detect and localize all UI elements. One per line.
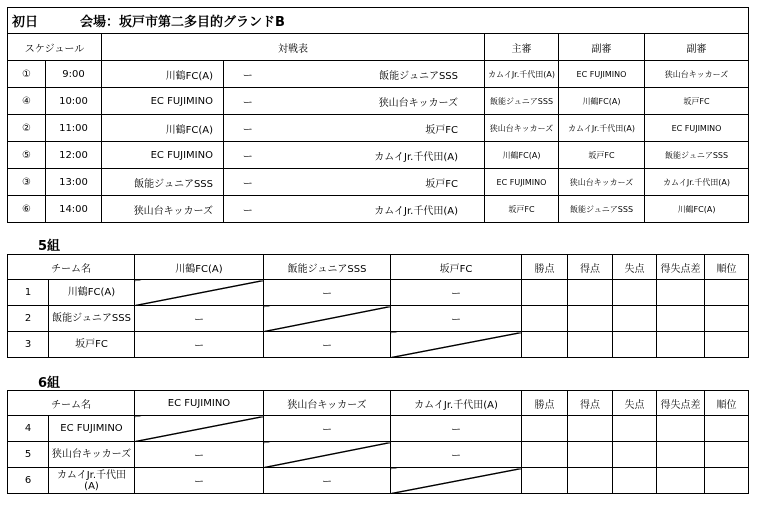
match-row [8,115,749,142]
away-team: カムイJr.千代田(A) [272,196,485,223]
result-cell: ー [135,442,264,468]
result-cell: ー [135,332,264,358]
match-number: ③ [8,169,46,196]
assistant2-header: 副審 [645,34,749,61]
vs-mark: ー [224,169,272,196]
result-cell: ー [264,416,391,442]
match-time: 12:00 [46,142,102,169]
vs-mark: ー [224,142,272,169]
self-match-cell [264,442,391,468]
stat-cell [568,416,613,442]
stat-cell [657,332,705,358]
stat-header: 勝点 [522,391,568,416]
stat-header: 得点 [568,255,613,280]
referee: 坂戸FC [485,196,559,223]
group-team-row [8,306,749,332]
home-team: 川鶴FC(A) [102,61,224,88]
assistant-referee-1: 狭山台キッカーズ [559,169,645,196]
stat-header: 得点 [568,391,613,416]
team-number: 1 [8,280,49,306]
self-match-cell [391,332,522,358]
stat-cell [657,442,705,468]
opponent-column-header: 狭山台キッカーズ [264,391,391,416]
group-header-row [8,255,749,280]
team-number: 6 [8,468,49,494]
stat-cell [657,280,705,306]
group-team-row [8,468,749,494]
home-team: 川鶴FC(A) [102,115,224,142]
stat-cell [705,416,749,442]
schedule-header: スケジュール [8,34,102,61]
away-team: カムイJr.千代田(A) [272,142,485,169]
match-number: ① [8,61,46,88]
schedule-table [7,7,749,223]
self-match-cell [264,306,391,332]
venue-label: 会場：坂戸市第二多目的グランドB [80,15,285,30]
schedule-title-row [8,8,749,34]
stat-cell [522,306,568,332]
self-match-cell [391,468,522,494]
assistant-referee-1: 飯能ジュニアSSS [559,196,645,223]
stat-cell [568,280,613,306]
stat-cell [568,332,613,358]
match-number: ⑤ [8,142,46,169]
stat-cell [613,416,657,442]
team-name: 坂戸FC [49,332,135,358]
match-row [8,196,749,223]
stat-header: 得失点差 [657,255,705,280]
referee-header: 主審 [485,34,559,61]
team-number: 2 [8,306,49,332]
group-header-row [8,391,749,416]
group-team-row [8,332,749,358]
stat-cell [705,332,749,358]
assistant-referee-2: 飯能ジュニアSSS [645,142,749,169]
team-name: 飯能ジュニアSSS [49,306,135,332]
vs-mark: ー [224,196,272,223]
stat-cell [522,280,568,306]
away-team: 坂戸FC [272,115,485,142]
team-name-header: チーム名 [8,255,135,280]
stat-cell [613,468,657,494]
match-header: 対戦表 [102,34,485,61]
result-cell: ー [391,280,522,306]
vs-mark: ー [224,88,272,115]
vs-mark: ー [224,115,272,142]
stat-cell [705,306,749,332]
stat-cell [705,468,749,494]
stat-cell [705,442,749,468]
match-number: ⑥ [8,196,46,223]
opponent-column-header: 飯能ジュニアSSS [264,255,391,280]
team-name-header: チーム名 [8,391,135,416]
team-name: 川鶴FC(A) [49,280,135,306]
match-number: ④ [8,88,46,115]
assistant-referee-1: カムイJr.千代田(A) [559,115,645,142]
referee: カムイJr.千代田(A) [485,61,559,88]
stat-cell [657,306,705,332]
group5-title: 5組 [38,239,61,254]
stat-cell [613,306,657,332]
assistant-referee-2: 狭山台キッカーズ [645,61,749,88]
home-team: 飯能ジュニアSSS [102,169,224,196]
match-row [8,169,749,196]
stat-cell [522,416,568,442]
home-team: 狭山台キッカーズ [102,196,224,223]
opponent-column-header: 坂戸FC [391,255,522,280]
result-cell: ー [264,332,391,358]
self-match-cell [135,416,264,442]
assistant-referee-2: EC FUJIMINO [645,115,749,142]
home-team: EC FUJIMINO [102,88,224,115]
referee: EC FUJIMINO [485,169,559,196]
opponent-column-header: カムイJr.千代田(A) [391,391,522,416]
opponent-column-header: 川鶴FC(A) [135,255,264,280]
stat-cell [522,468,568,494]
vs-mark: ー [224,61,272,88]
self-match-cell [135,280,264,306]
stat-header: 得失点差 [657,391,705,416]
stat-cell [568,468,613,494]
match-time: 14:00 [46,196,102,223]
group-team-row [8,280,749,306]
assistant-referee-1: EC FUJIMINO [559,61,645,88]
team-number: 5 [8,442,49,468]
day-label: 初日 [12,15,39,30]
opponent-column-header: EC FUJIMINO [135,391,264,416]
match-time: 11:00 [46,115,102,142]
stat-header: 失点 [613,391,657,416]
stat-cell [705,280,749,306]
stat-header: 失点 [613,255,657,280]
result-cell: ー [264,468,391,494]
group6-title: 6組 [38,376,61,391]
away-team: 狭山台キッカーズ [272,88,485,115]
match-time: 9:00 [46,61,102,88]
away-team: 飯能ジュニアSSS [272,61,485,88]
team-number: 4 [8,416,49,442]
team-name: EC FUJIMINO [49,416,135,442]
away-team: 坂戸FC [272,169,485,196]
match-row [8,88,749,115]
result-cell: ー [135,306,264,332]
result-cell: ー [391,442,522,468]
stat-cell [568,306,613,332]
stat-header: 順位 [705,391,749,416]
stat-cell [568,442,613,468]
assistant-referee-2: 川鶴FC(A) [645,196,749,223]
stat-cell [657,416,705,442]
home-team: EC FUJIMINO [102,142,224,169]
group-team-row [8,416,749,442]
stat-header: 勝点 [522,255,568,280]
stat-cell [613,332,657,358]
referee: 飯能ジュニアSSS [485,88,559,115]
match-time: 10:00 [46,88,102,115]
team-name: カムイJr.千代田 (A) [49,468,135,494]
match-row [8,61,749,88]
match-time: 13:00 [46,169,102,196]
assistant-referee-2: 坂戸FC [645,88,749,115]
stat-cell [613,280,657,306]
stat-cell [522,332,568,358]
assistant1-header: 副審 [559,34,645,61]
assistant-referee-2: カムイJr.千代田(A) [645,169,749,196]
match-row [8,142,749,169]
team-number: 3 [8,332,49,358]
result-cell: ー [391,306,522,332]
team-name: 狭山台キッカーズ [49,442,135,468]
group5-table [7,254,749,358]
referee: 狭山台キッカーズ [485,115,559,142]
match-number: ② [8,115,46,142]
result-cell: ー [391,416,522,442]
group6-table [7,390,749,494]
result-cell: ー [135,468,264,494]
stat-cell [613,442,657,468]
assistant-referee-1: 坂戸FC [559,142,645,169]
group-team-row [8,442,749,468]
stat-header: 順位 [705,255,749,280]
stat-cell [522,442,568,468]
referee: 川鶴FC(A) [485,142,559,169]
result-cell: ー [264,280,391,306]
assistant-referee-1: 川鶴FC(A) [559,88,645,115]
stat-cell [657,468,705,494]
